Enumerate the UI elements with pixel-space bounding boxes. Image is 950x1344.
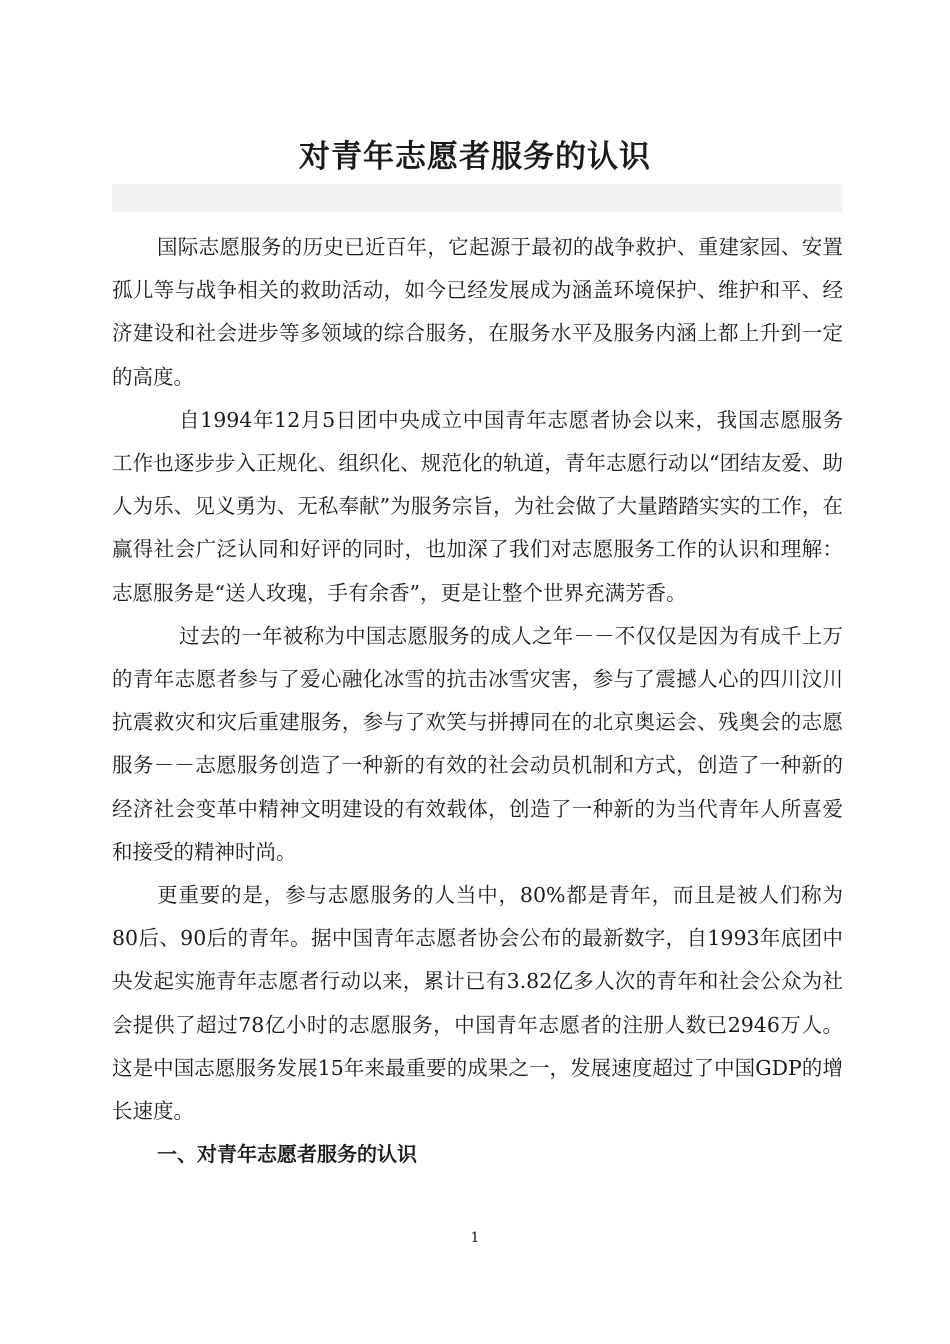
title-underline-band bbox=[112, 184, 843, 212]
page-number: 1 bbox=[470, 1230, 480, 1246]
section-heading: 一、对青年志愿者服务的认识 bbox=[157, 1142, 417, 1167]
paragraph-1: 国际志愿服务的历史已近百年，它起源于最初的战争救护、重建家园、安置孤儿等与战争相关的救助活动，如今已经发展成为涵盖环境保护、维护和平、经济建设和社会进步等多领域的综合服务，在服务水平及服务内涵上都上升到一定的高度。 bbox=[112, 235, 843, 389]
paragraph-2: 自1994年12月5日团中央成立中国青年志愿者协会以来，我国志愿服务工作也逐步步入正规化、组织化、规范化的轨道，青年志愿行动以“团结友爱、助人为乐、见义勇为、无私奉献”为服务宗旨，为社会做了大量踏踏实实的工作，在赢得社会广泛认同和好评的同时，也加深了我们对志愿服务工作的认识和理解：志愿服务是“送人玫瑰，手有余香”，更是让整个世界充满芳香。 bbox=[112, 407, 843, 605]
body-text bbox=[112, 226, 843, 1176]
page-title: 对青年志愿者服务的认识 bbox=[299, 139, 651, 175]
paragraph-3: 过去的一年被称为中国志愿服务的成人之年－－不仅仅是因为有成千上万的青年志愿者参与了爱心融化冰雪的抗击冰雪灾害，参与了震撼人心的四川汶川抗震救灾和灾后重建服务，参与了欢笑与拼搏同在的北京奥运会、残奥会的志愿服务－－志愿服务创造了一种新的有效的社会动员机制和方式，创造了一种新的经济社会变革中精神文明建设的有效载体，创造了一种新的为当代青年人所喜爱和接受的精神时尚。 bbox=[112, 623, 843, 864]
paragraph-4: 更重要的是，参与志愿服务的人当中，80%都是青年，而且是被人们称为80后、90后的青年。据中国青年志愿者协会公布的最新数字，自1993年底团中央发起实施青年志愿者行动以来，累计已有3.82亿多人次的青年和社会公众为社会提供了超过78亿小时的志愿服务，中国青年志愿者的注册人数已2946万人。这是中国志愿服务发展15年来最重要的成果之一，发展速度超过了中国GDP的增长速度。 bbox=[112, 883, 843, 1124]
